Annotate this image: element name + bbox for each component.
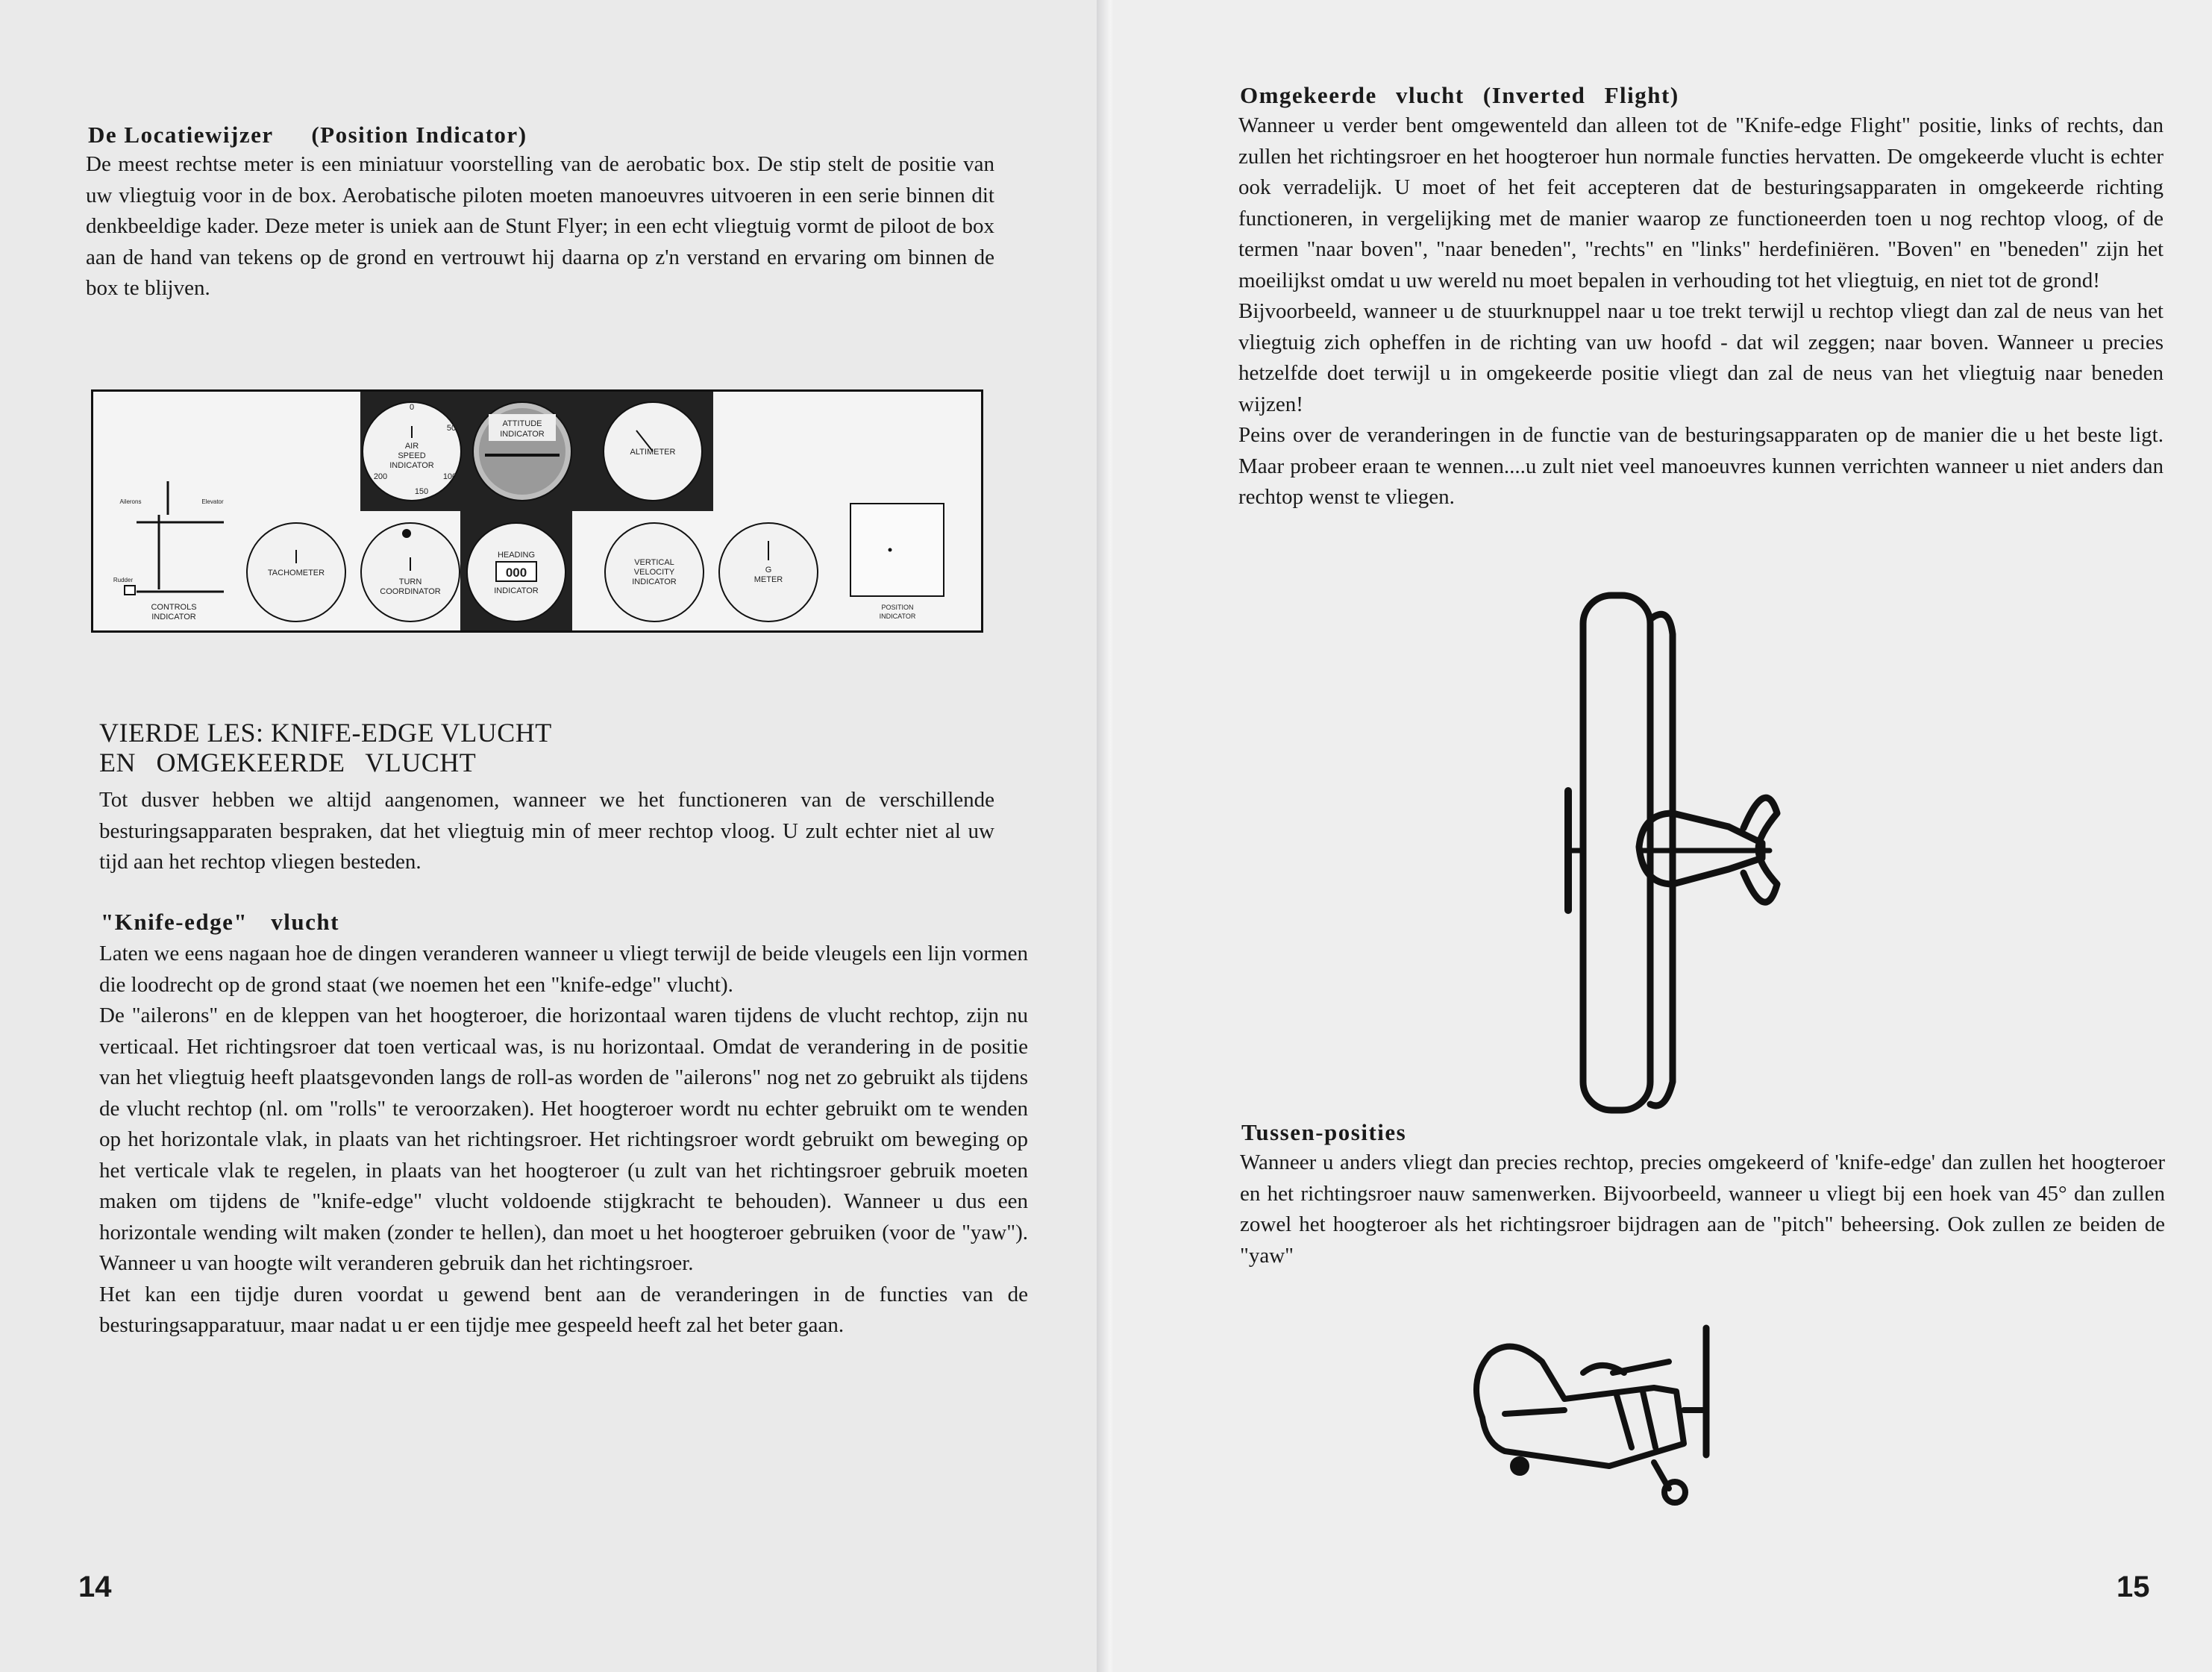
gauge-label: HEADING — [497, 551, 536, 560]
turn-coordinator-gauge — [361, 523, 460, 621]
instrument-panel-drawing — [93, 392, 981, 630]
gauge-label: CONTROLS — [151, 603, 197, 612]
biplane-top-view-illustration — [1553, 589, 1792, 1119]
paragraph: Het kan een tijdje duren voordat u gewend bent aan de veranderingen in de functies van de besturingsapparatuur, maar nadat u er een tijdje mee gespeeld heeft zal het beter gaan. — [99, 1282, 1028, 1337]
main-wheel — [1664, 1482, 1685, 1503]
knife-edge-heading: "Knife-edge" vlucht — [101, 909, 339, 935]
elevator-label: Elevator — [201, 498, 224, 505]
right-page — [1113, 0, 2212, 1672]
gauge-label: INDICATOR — [879, 613, 916, 620]
heading-en: (Position Indicator) — [311, 122, 527, 148]
rudder-label: Rudder — [113, 577, 134, 583]
page-number: 15 — [2117, 1571, 2150, 1603]
paragraph: Laten we eens nagaan hoe de dingen veranderen wanneer u vliegt terwijl de beide vleugels een lijn vormen die loodrecht op de grond staat (we noemen het een "knife-edge" vlucht). — [99, 942, 1028, 997]
paragraph: Wanneer u verder bent omgewenteld dan alleen tot de "Knife-edge Flight" positie, links of rechts, dan zullen het richtingsroer en het hoogteroer hun normale functies hervatten. De omgekeerde vlucht is echter ook verradelijk. U moet of het feit accepteren dat de besturingsapparaten in omgekeerde richting functioneren, in vergelijking met de manier waarop ze functioneerden toen u nog rechtop vloog, of de termen "naar boven", "naar beneden", "rechts" en "links" herdefiniëren. "Boven" en "beneden" zijn het moeilijkst omdat u uw wereld nu moet bepalen in verhouding tot het vliegtuig, en niet tot de grond! — [1238, 113, 2164, 292]
gauge-label: POSITION — [881, 604, 914, 611]
airspeed-tick: 150 — [414, 487, 429, 496]
position-dot — [889, 548, 892, 552]
tail-wheel — [1513, 1459, 1526, 1473]
gauge-label: INDICATOR — [389, 461, 434, 470]
position-indicator-heading — [88, 122, 527, 148]
gauge-label: ATTITUDE — [502, 419, 542, 428]
gauge-label: ALTIMETER — [630, 448, 676, 457]
lesson-title-line: EN OMGEKEERDE VLUCHT — [99, 748, 477, 777]
gauge-label: METER — [753, 575, 783, 584]
gauge-label: COORDINATOR — [380, 587, 441, 596]
position-indicator-box — [850, 504, 944, 596]
gauge-label: VELOCITY — [633, 568, 675, 577]
gauge-label: VERTICAL — [634, 558, 674, 567]
airspeed-tick: 0 — [409, 403, 415, 412]
lesson-title — [99, 718, 552, 777]
position-indicator-text — [86, 149, 994, 304]
gauge-label: SPEED — [398, 451, 426, 460]
paragraph: Bijvoorbeeld, wanneer u de stuurknuppel naar u toe trekt terwijl u rechtop vliegt dan zal de neus van het vliegtuig zich opheffen in de richting van uw hoofd - dat wil zeggen; naar boven. Wanneer u precies hetzelfde doet terwijl u in omgekeerde positie vliegt dan zal de neus van het vliegtuig naar beneden wijzen! — [1238, 299, 2164, 416]
gauge-label: INDICATOR — [151, 613, 196, 621]
upper-wing-side — [1613, 1362, 1669, 1373]
inverted-flight-text — [1238, 110, 2164, 513]
heading-nl: De Locatiewijzer — [88, 122, 274, 148]
gauge-label: TURN — [398, 577, 422, 586]
airspeed-tick: 100 — [442, 472, 457, 481]
gauge-label: INDICATOR — [632, 577, 677, 586]
biplane-side-view-illustration — [1460, 1321, 1743, 1507]
heading-readout: 000 — [505, 566, 527, 580]
paragraph: Tot dusver hebben we altijd aangenomen, wanneer we het functioneren van de verschillende besturingsapparaten bespraken, dat het vliegtuig min of meer rechtop vloog. U zult echter niet al uw tijd aan het rechtop vliegen besteden. — [99, 788, 994, 874]
left-page — [0, 0, 1103, 1672]
tussen-posities-text — [1240, 1147, 2165, 1271]
lesson-title-line: VIERDE LES: KNIFE-EDGE VLUCHT — [99, 718, 552, 748]
paragraph: Peins over de veranderingen in de functie van de besturingsapparaten op de manier die u het beste ligt. Maar probeer eraan te wennen....u zult niet veel manoeuvres kunnen verrichten wanneer u niet anders dan rechtop wenst te vliegen. — [1238, 423, 2164, 509]
airspeed-tick: 50 — [446, 424, 457, 433]
gauge-label: INDICATOR — [500, 430, 545, 439]
gauge-label: TACHOMETER — [267, 569, 325, 577]
ailerons-label: Ailerons — [119, 498, 142, 505]
gauge-label: G — [765, 566, 772, 574]
gauge-label: AIR — [404, 442, 419, 451]
airspeed-tick: 200 — [373, 472, 388, 481]
lesson-intro — [99, 785, 994, 878]
paragraph: De "ailerons" en de kleppen van het hoogteroer, die horizontaal waren tijdens de vlucht rechtop, zijn nu verticaal. Het richtingsroer dat toen verticaal was, is nu horizontaal. Omdat de verandering in de positie van het vliegtuig heeft plaatsgevonden langs de roll-as worden de "ailerons" nog net zo gebruikt als tijdens de vlucht rechtop (nl. om "rolls" te veroorzaken). Het hoogteroer wordt nu echter gebruikt om te wenden op het horizontale vlak, in plaats van het richtingsroer. Het richtingsroer wordt gebruikt om beweging op het verticale vlak te regelen, in plaats van het hoogteroer (u zult van het richtingsroer gebruik moeten maken om tijdens de "knife-edge" vlucht voldoende stijgkracht te behouden). Wanneer u dus een horizontale wending wilt maken (zonder te hellen), dan moet u het hoogteroer gebruiken (voor de "yaw"). Wanneer u van hoogte wilt veranderen gebruik dan het richtingsroer. — [99, 1003, 1028, 1275]
tussen-posities-heading: Tussen-posities — [1241, 1119, 1407, 1145]
paragraph: Wanneer u anders vliegt dan precies rechtop, precies omgekeerd of 'knife-edge' dan zullen het hoogteroer en het richtingsroer nauw samenwerken. Bijvoorbeeld, wanneer u vliegt bij een hoek van 45° dan zullen zowel het hoogteroer als het richtingsroer bijdragen aan de "pitch" beheersing. Ook zullen ze beiden de "yaw" — [1240, 1150, 2165, 1268]
knife-edge-text — [99, 939, 1028, 1341]
inverted-flight-heading: Omgekeerde vlucht (Inverted Flight) — [1240, 82, 1679, 108]
page-number: 14 — [78, 1571, 112, 1603]
gauge-label: INDICATOR — [494, 586, 539, 595]
instrument-panel-figure — [91, 389, 983, 633]
paragraph: De meest rechtse meter is een miniatuur voorstelling van de aerobatic box. De stip stelt de positie van uw vliegtuig voor in de box. Aerobatische piloten moeten manoeuvres uitvoeren in een serie binnen dit denkbeeldige kader. Deze meter is uniek aan de Stunt Flyer; in een echt vliegtuig vormt de piloot de box aan de hand van tekens op de grond en vertrouwt hij daarna op z'n verstand en ervaring om binnen de box te blijven. — [86, 152, 994, 300]
